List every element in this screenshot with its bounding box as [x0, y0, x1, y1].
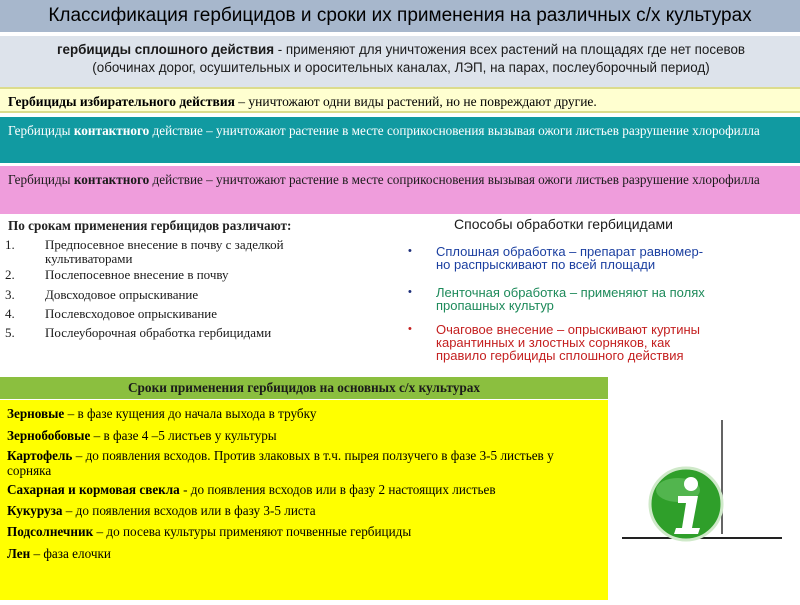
bullet-icon: •: [408, 245, 412, 257]
crop-name: Кукуруза: [7, 503, 63, 518]
contact-action-1-bold: контактного: [73, 123, 150, 138]
contact-action-2-text: действие – уничтожают растение в месте соприкосновения вызывая ожоги листьев разрушение хлорофилла: [149, 172, 760, 187]
continuous-action-text: - применяют для уничтожения всех растений на площадях где нет посевов (обочинах дорог, осушительных и оросительных каналах, ЛЭП, на парах, послеуборочный период): [92, 42, 746, 75]
treatment-methods: [400, 214, 800, 366]
method-text: [436, 245, 766, 271]
timing-list-item: [5, 288, 385, 302]
info-icon-graphic: [612, 400, 800, 600]
list-text: Послеуборочная обработка гербицидами: [45, 325, 272, 340]
selective-action-lead: Гербициды избирательного действия: [8, 94, 235, 109]
method-text: [436, 286, 766, 312]
crop-item: [7, 406, 597, 421]
crop-item: [7, 448, 597, 478]
list-text: Послевсходовое опрыскивание: [45, 306, 218, 321]
crop-text: – в фазе 4 –5 листьев у культуры: [90, 428, 277, 443]
bullet-icon: •: [408, 286, 412, 298]
list-number: 1.: [5, 237, 15, 252]
crop-item: [7, 482, 597, 497]
selective-action-box: [0, 87, 800, 113]
continuous-action-lead: гербициды сплошного действия: [56, 42, 275, 57]
crop-name: Подсолнечник: [7, 524, 94, 539]
crop-name: Зернобобовые: [7, 428, 91, 443]
method-line: пропашных культур: [436, 298, 554, 313]
contact-action-2-bold: контактного: [73, 172, 150, 187]
crop-timing-box: [0, 400, 608, 600]
method-text: [436, 323, 766, 362]
page-title: Классификация гербицидов и сроки их применения на различных с/х культурах: [0, 0, 800, 32]
treatment-methods-heading: Способы обработки гербицидами: [454, 216, 673, 232]
crop-text: – до появления всходов. Против злаковых в т.ч. пырея ползучего в фазе 3-5 листьев у сорняка: [7, 448, 554, 478]
crop-name: Зерновые: [7, 406, 65, 421]
crop-name: Лен: [7, 546, 31, 561]
crop-text: – фаза елочки: [30, 546, 111, 561]
continuous-action-box: [0, 36, 800, 88]
list-number: 3.: [5, 287, 15, 302]
crop-item: [7, 546, 597, 561]
list-number: 4.: [5, 306, 15, 321]
crop-text: - до появления всходов или в фазу 2 настоящих листьев: [179, 482, 496, 497]
list-number: 2.: [5, 267, 15, 282]
list-text: Послепосевное внесение в почву: [45, 267, 229, 282]
contact-action-box-1: [0, 117, 800, 163]
selective-action-text: – уничтожают одни виды растений, но не повреждают другие.: [234, 94, 597, 109]
method-line: но распрыскивают по всей площади: [436, 257, 656, 272]
timing-list-item: [5, 268, 385, 282]
contact-action-1-pre: Гербициды: [8, 123, 74, 138]
contact-action-box-2: [0, 166, 800, 214]
crop-name: Сахарная и кормовая свекла: [7, 482, 180, 497]
contact-action-2-pre: Гербициды: [8, 172, 74, 187]
bullet-icon: •: [408, 323, 412, 335]
contact-action-1-text: действие – уничтожают растение в месте соприкосновения вызывая ожоги листьев разрушение хлорофилла: [149, 123, 760, 138]
crop-item: [7, 524, 597, 539]
timing-list-item: [5, 326, 385, 340]
list-number: 5.: [5, 325, 15, 340]
timing-list-heading: По срокам применения гербицидов различают:: [8, 218, 292, 233]
crop-item: [7, 503, 597, 518]
crop-text: – до посева культуры применяют почвенные гербициды: [93, 524, 412, 539]
method-line: Очаговое внесение – опрыскивают куртины: [436, 322, 700, 337]
timing-list: [0, 216, 400, 366]
method-line: Ленточная обработка – применяют на полях: [436, 285, 705, 300]
timing-list-item: [5, 307, 385, 321]
crop-name: Картофель: [7, 448, 73, 463]
method-line: правило гербициды сплошного действия: [436, 348, 684, 363]
method-line: карантинных и злостных сорняков, как: [436, 335, 671, 350]
crop-text: – до появления всходов или в фазу 3-5 листа: [62, 503, 316, 518]
timing-list-item: [5, 238, 385, 266]
method-line: Сплошная обработка – препарат равномер-: [436, 244, 704, 259]
crop-item: [7, 428, 597, 443]
list-text: Предпосевное внесение в почву с заделкой культиваторами: [45, 237, 284, 266]
info-dot: [684, 477, 698, 491]
info-icon: [612, 400, 800, 600]
list-text: Довсходовое опрыскивание: [45, 287, 199, 302]
crop-timing-heading: Сроки применения гербицидов на основных с/х культурах: [0, 377, 608, 399]
crop-text: – в фазе кущения до начала выхода в трубку: [64, 406, 317, 421]
